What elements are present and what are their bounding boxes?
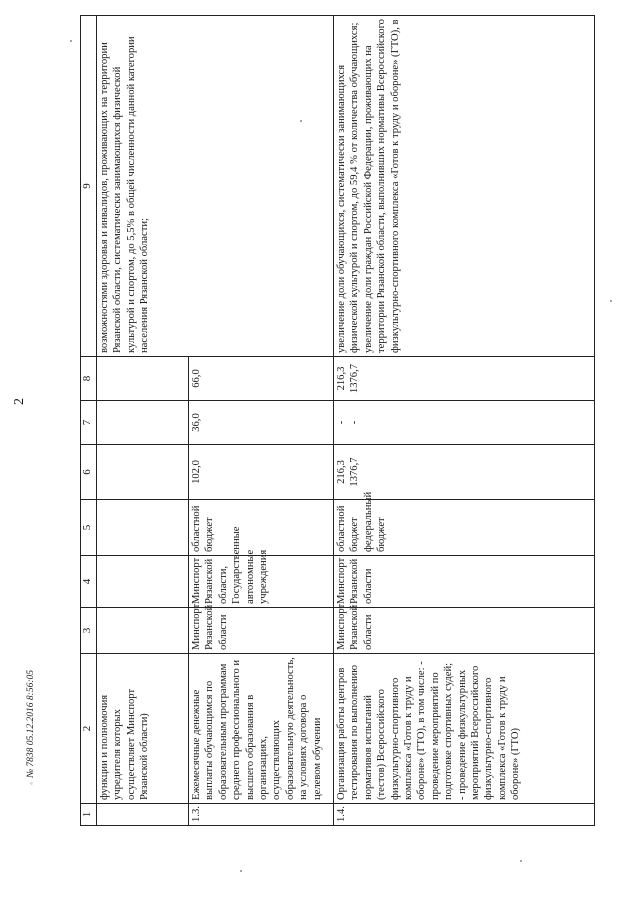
funding-source-cell: областной бюджет [189,500,334,556]
year-2-cell: 216,3 1376,7 [334,357,595,401]
header-col-4: 4 [81,556,97,608]
customer-cell: Минспорт Рязанской области [334,608,595,654]
year-1-cell [97,401,189,445]
table-row [97,16,189,826]
header-col-5: 5 [81,500,97,556]
activity-cell: Организация работы центров тестирования по выполнению нормативов испытаний (тестов) Всероссийского физкультурно-спортивного комплекса «Готов к труду и обороне» (ГТО), в том числе: - проведение мероприятий по подготовке спортивных судей; - проведение физкультурных мероприятий Всероссийского физкультурно-спортивного комплекса «Готов к труду и обороне» (ГТО) [334,654,595,804]
registration-stamp [18,670,44,785]
executor-cell: Минспорт Рязанской области, Государственные автономные учреждения [189,556,334,608]
program-table [80,15,595,826]
rotated-page-content [80,16,595,826]
table-header-row [81,16,97,826]
expected-result-cell: увеличение доли обучающихся, систематически занимающихся физической культурой и спортом, до 59,4 % от количества обучающихся; увеличение доли граждан Российской Федерации, проживающих на территории Рязанской области, выполнивших нормативы Всероссийского физкультурно-спортивного комплекса «Готов к труду и обороне» (ГТО), в [334,16,595,357]
header-col-9: 9 [81,16,97,357]
year-1-cell: 36,0 [189,401,334,445]
scan-speck [300,120,302,122]
activity-cell: Ежемесячные денежные выплаты обучающимся по образовательным программам среднего профессионального и высшего образования в организациях, осуществляющих образовательную деятельность, на условиях договора о целевом обучении [189,654,334,804]
expected-result-cell: возможностями здоровья и инвалидов, проживающих на территории Рязанской области, систематически занимающихся физической культурой и спортом, до 5,5% в общей численности данной категории населения Рязанской области; [97,16,334,357]
scan-speck [70,40,72,42]
activity-cell: функции и полномочия учредителя которых осуществляет Минспорт Рязанской области) [97,654,189,804]
customer-cell [97,608,189,654]
executor-cell: Минспорт Рязанской области [334,556,595,608]
header-col-6: 6 [81,445,97,500]
header-col-7: 7 [81,401,97,445]
header-col-2: 2 [81,654,97,804]
funding-source-cell: областной бюджет федеральный бюджет [334,500,595,556]
year-2-cell: 66,0 [189,357,334,401]
customer-cell: Минспорт Рязанской области [189,608,334,654]
row-number-cell [97,804,189,826]
row-number-cell: 1.4. [334,804,595,826]
scan-speck [240,870,242,872]
header-col-1: 1 [81,804,97,826]
total-cell: 216,3 1376,7 [334,445,595,500]
total-cell: 102,0 [189,445,334,500]
header-col-3: 3 [81,608,97,654]
year-2-cell [97,357,189,401]
emblem-icon [21,782,41,785]
total-cell [97,445,189,500]
scan-speck [520,860,522,862]
year-1-cell: - - [334,401,595,445]
table-row [334,16,595,826]
header-col-8: 8 [81,357,97,401]
stamp-text: № 7838 05.12.2016 8:56:05 [26,670,36,778]
row-number-cell: 1.3. [189,804,334,826]
scan-speck [610,300,612,302]
funding-source-cell [97,500,189,556]
page-number: 2 [12,398,27,405]
executor-cell [97,556,189,608]
